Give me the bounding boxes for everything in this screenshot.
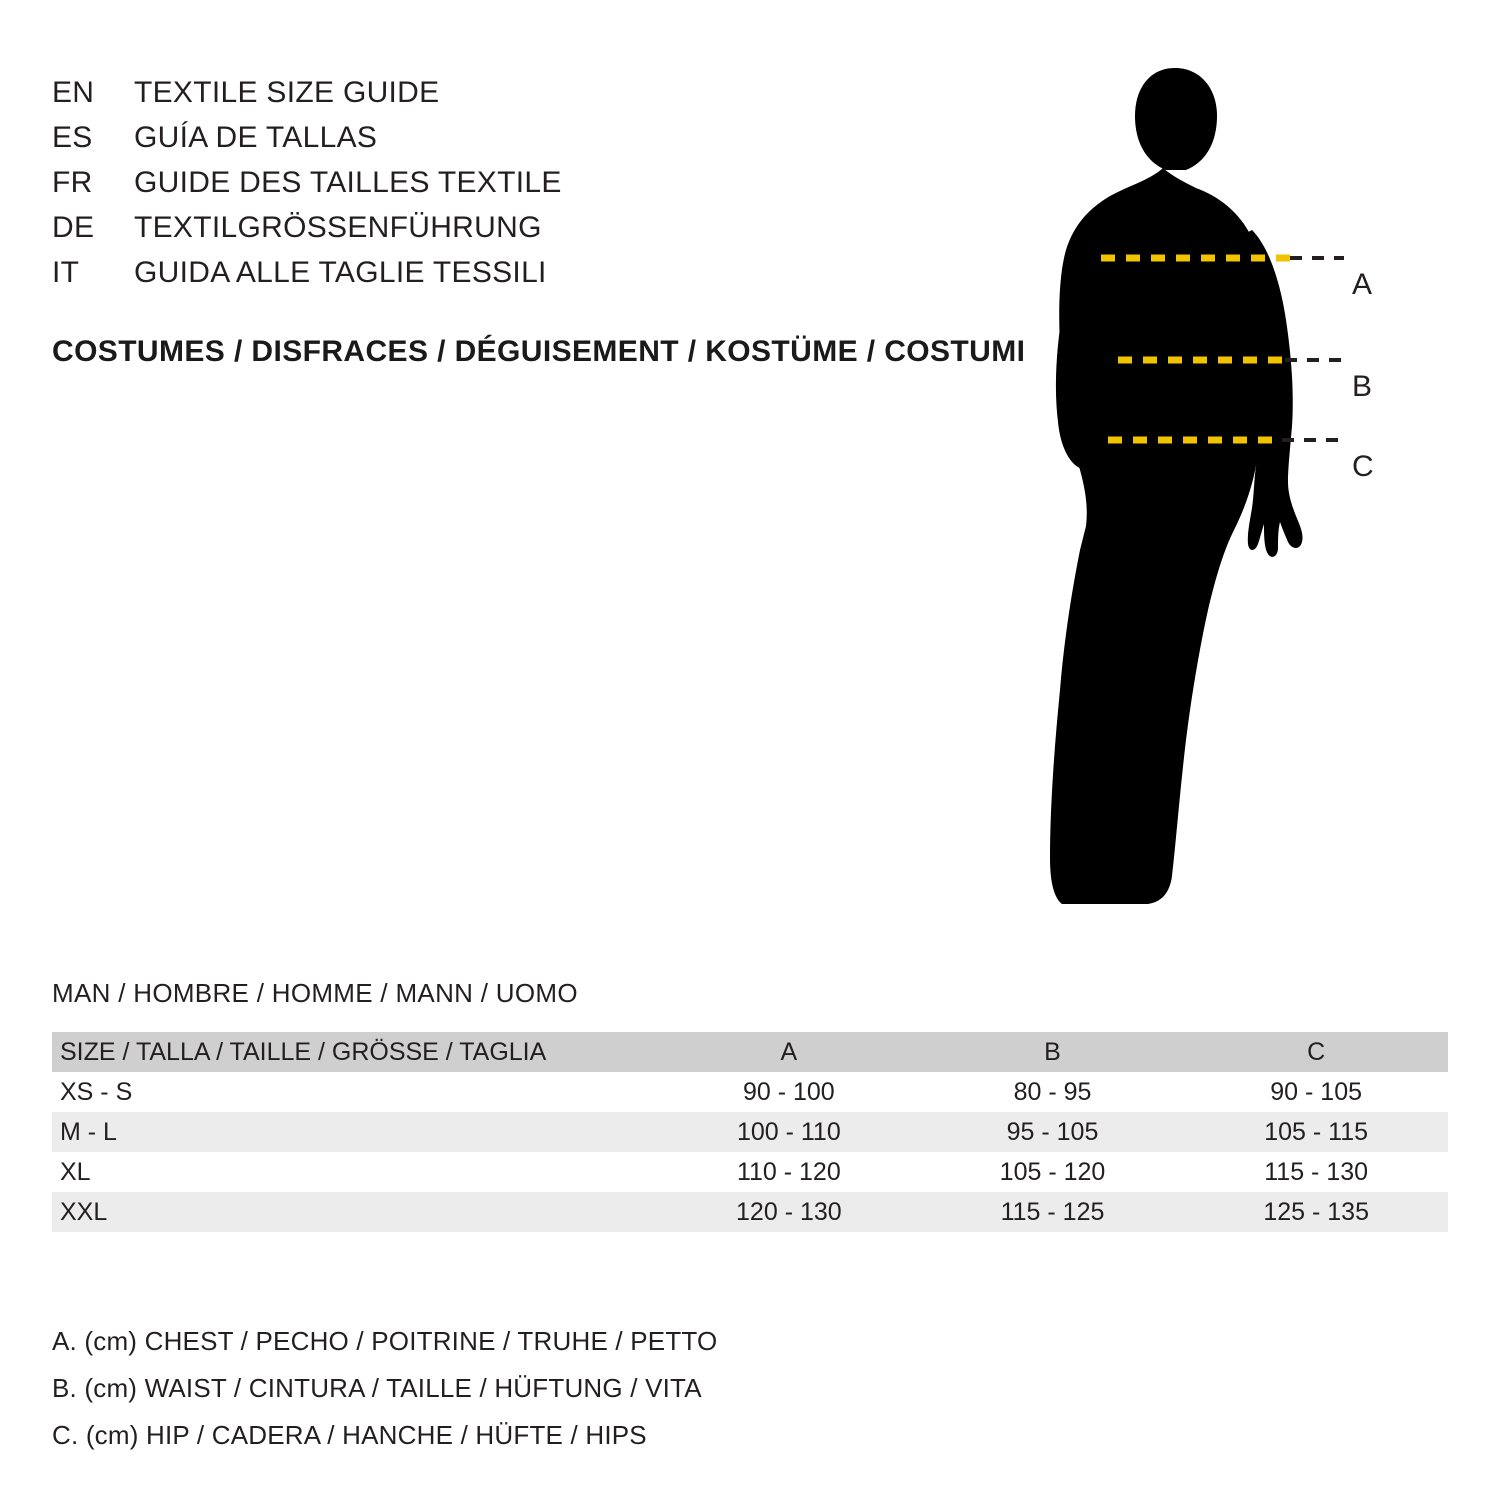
cell-c: 115 - 130 xyxy=(1184,1152,1448,1192)
column-header-c: C xyxy=(1184,1032,1448,1072)
costumes-subtitle: COSTUMES / DISFRACES / DÉGUISEMENT / KOSTÜME / COSTUMI xyxy=(52,335,1026,368)
cell-a: 120 - 130 xyxy=(657,1192,921,1232)
language-row-es xyxy=(52,115,1002,160)
language-code-en: EN xyxy=(52,76,95,109)
cell-size: M - L xyxy=(52,1112,657,1152)
language-row-it xyxy=(52,250,1002,295)
cell-size: XXL xyxy=(52,1192,657,1232)
table-row xyxy=(52,1192,1448,1232)
cell-c: 90 - 105 xyxy=(1184,1072,1448,1112)
table-row xyxy=(52,1112,1448,1152)
language-row-fr xyxy=(52,160,1002,205)
table-caption: MAN / HOMBRE / HOMME / MANN / UOMO xyxy=(52,978,578,1008)
cell-b: 105 - 120 xyxy=(921,1152,1185,1192)
size-table xyxy=(52,1032,1448,1232)
cell-b: 80 - 95 xyxy=(921,1072,1185,1112)
legend-line-a: A. (cm) CHEST / PECHO / POITRINE / TRUHE / PETTO xyxy=(52,1326,718,1356)
cell-size: XS - S xyxy=(52,1072,657,1112)
language-code-fr: FR xyxy=(52,166,93,199)
size-table-head xyxy=(52,1032,1448,1072)
language-row-en xyxy=(52,70,1002,115)
cell-b: 95 - 105 xyxy=(921,1112,1185,1152)
legend-line-c: C. (cm) HIP / CADERA / HANCHE / HÜFTE / HIPS xyxy=(52,1420,647,1450)
column-header-size: SIZE / TALLA / TAILLE / GRÖSSE / TAGLIA xyxy=(52,1032,657,1072)
cell-a: 100 - 110 xyxy=(657,1112,921,1152)
legend-line-b: B. (cm) WAIST / CINTURA / TAILLE / HÜFTUNG / VITA xyxy=(52,1373,702,1403)
cell-a: 110 - 120 xyxy=(657,1152,921,1192)
size-table-body xyxy=(52,1072,1448,1232)
language-text-es: GUÍA DE TALLAS xyxy=(134,121,378,154)
measure-label-a: A xyxy=(1352,268,1373,301)
cell-size: XL xyxy=(52,1152,657,1192)
measurement-legend xyxy=(52,1318,717,1459)
language-code-de: DE xyxy=(52,211,95,244)
cell-c: 125 - 135 xyxy=(1184,1192,1448,1232)
table-row xyxy=(52,1072,1448,1112)
body-silhouette-icon xyxy=(1000,30,1460,930)
column-header-a: A xyxy=(657,1032,921,1072)
cell-a: 90 - 100 xyxy=(657,1072,921,1112)
language-list xyxy=(52,70,1002,295)
language-text-en: TEXTILE SIZE GUIDE xyxy=(134,76,440,109)
language-code-es: ES xyxy=(52,121,93,154)
language-row-de xyxy=(52,205,1002,250)
cell-b: 115 - 125 xyxy=(921,1192,1185,1232)
measurement-figure xyxy=(1000,30,1460,930)
language-text-it: GUIDA ALLE TAGLIE TESSILI xyxy=(134,256,547,289)
table-row xyxy=(52,1152,1448,1192)
measure-label-c: C xyxy=(1352,450,1374,483)
language-text-de: TEXTILGRÖSSENFÜHRUNG xyxy=(134,211,542,244)
table-header-row xyxy=(52,1032,1448,1072)
language-code-it: IT xyxy=(52,256,80,289)
column-header-b: B xyxy=(921,1032,1185,1072)
cell-c: 105 - 115 xyxy=(1184,1112,1448,1152)
language-text-fr: GUIDE DES TAILLES TEXTILE xyxy=(134,166,562,199)
measure-label-b: B xyxy=(1352,370,1373,403)
